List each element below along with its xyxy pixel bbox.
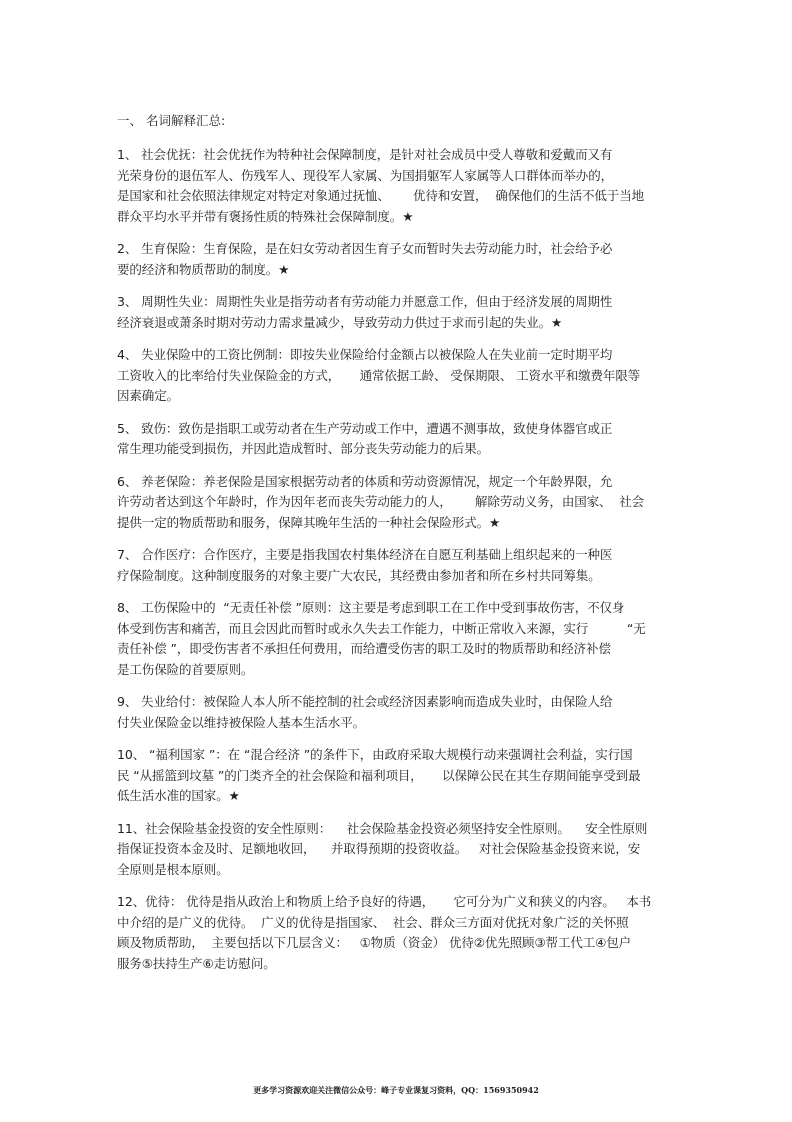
definition-item [117, 819, 677, 881]
section-heading: 一、 名词解释汇总: [117, 113, 226, 128]
definition-item [117, 145, 677, 227]
text-line: 群众平均水平并带有褒扬性质的特殊社会保障制度。★ [117, 208, 414, 224]
text-line: 是国家和社会依照法律规定对特定对象通过抚恤、 优待和安置， 确保他们的生活不低于当地 [117, 188, 644, 203]
definition-item [117, 292, 677, 333]
text-line: 5、 致伤：致伤是指职工或劳动者在生产劳动或工作中，遭遇不测事故，致使身体器官或正 [117, 420, 613, 436]
text-line: 1、 社会优抚：社会优抚作为特种社会保障制度，是针对社会成员中受人尊敬和爱戴而又有 [117, 147, 613, 162]
text-line: 因素确定。 [117, 388, 180, 403]
text-line: 2、 生育保险：生育保险，是在妇女劳动者因生育子女而暂时失去劳动能力时，社会给予必 [117, 241, 613, 256]
text-line: 提供一定的物质帮助和服务，保障其晚年生活的一种社会保险形式。★ [117, 514, 501, 530]
text-line: 体受到伤害和痛苦，而且会因此而暂时或永久失去工作能力，中断正常收入来源，实行 “无 [117, 620, 646, 636]
text-line: 8、 工伤保险中的 “无责任补偿 ”原则：这主要是考虑到职工在工作中受到事故伤害，不仅身 [117, 600, 625, 615]
text-line: 中介绍的是广义的优待。 广义的优待是指国家、 社会、群众三方面对优抚对象广泛的关怀照 [117, 914, 629, 930]
text-line: 7、 合作医疗：合作医疗，主要是指我国农村集体经济在自愿互利基础上组织起来的一种医 [117, 547, 613, 562]
text-line: 低生活水准的国家。★ [117, 788, 240, 803]
text-line: 9、 失业给付：被保险人本人所不能控制的社会或经济因素影响而造成失业时，由保险人给 [117, 694, 613, 709]
text-line: 服务⑤扶持生产⑥走访慰问。 [117, 955, 276, 971]
text-line: 3、 周期性失业：周期性失业是指劳动者有劳动能力并愿意工作，但由于经济发展的周期性 [117, 294, 613, 309]
definition-item [117, 745, 677, 807]
text-line: 许劳动者达到这个年龄时，作为因年老而丧失劳动能力的人， 解除劳动义务，由国家、 社会 [117, 494, 644, 509]
text-line: 指保证投资本金及时、足额地收回， 并取得预期的投资收益。 对社会保险基金投资来说，安 [117, 841, 641, 856]
text-line: 常生理功能受到损伤，并因此造成暂时、部分丧失劳动能力的后果。 [117, 441, 490, 456]
text-line: 4、 失业保险中的工资比例制：即按失业保险给付金额占以被保险人在失业前一定时期平均 [117, 347, 613, 362]
text-line: 光荣身份的退伍军人、伤残军人、现役军人家属、为国捐躯军人家属等人口群体而举办的， [117, 167, 614, 183]
document-body [117, 111, 677, 986]
definition-item [117, 345, 677, 407]
text-line: 12、优待： 优待是指从政治上和物质上给予良好的待遇， 它可分为广义和狭义的内容。 本书 [117, 894, 652, 909]
text-line: 是工伤保险的首要原则。 [117, 661, 254, 677]
text-line: 疗保险制度。这种制度服务的对象主要广大农民，其经费由参加者和所在乡村共同筹集。 [117, 567, 601, 583]
text-line: 10、 “福利国家 ”：在 “混合经济 ”的条件下，由政府采取大规模行动来强调社会利益，实行国 [117, 747, 633, 762]
text-line: 付失业保险金以维持被保险人基本生活水平。 [117, 714, 366, 730]
text-line: 顾及物质帮助， 主要包括以下几层含义： ①物质（资金） 优待②优先照顾③帮工代工④包户 [117, 935, 632, 950]
definition-item [117, 239, 677, 280]
definition-item [117, 472, 677, 534]
text-line: 全原则是根本原则。 [117, 861, 229, 877]
definition-item [117, 545, 677, 586]
text-line: 工资收入的比率给付失业保险金的方式， 通常依据工龄、 受保期限、 工资水平和缴费年限等 [117, 367, 641, 383]
text-line: 6、 养老保险：养老保险是国家根据劳动者的体质和劳动资源情况，规定一个年龄界限，允 [117, 473, 613, 489]
definition-item [117, 419, 677, 460]
page-footer: 更多学习资源欢迎关注微信公众号：峰子专业课复习资料，QQ：1569350942 [253, 1085, 539, 1095]
text-line: 民 “从摇篮到坟墓 ”的门类齐全的社会保险和福利项目， 以保障公民在其生存期间能享受到最 [117, 767, 641, 783]
definition-item [117, 692, 677, 733]
definition-item [117, 598, 677, 680]
definition-item [117, 892, 677, 974]
text-line: 要的经济和物质帮助的制度。★ [117, 261, 290, 277]
text-line: 11、社会保险基金投资的安全性原则： 社会保险基金投资必须坚持安全性原则。 安全性原则 [117, 820, 648, 836]
text-line: 责任补偿 ”，即受伤害者不承担任何费用，而给遭受伤害的职工及时的物质帮助和经济补偿 [117, 641, 611, 656]
text-line: 经济衰退或萧条时期对劳动力需求量减少，导致劳动力供过于求而引起的失业。★ [117, 314, 563, 330]
definition-list [117, 145, 677, 974]
